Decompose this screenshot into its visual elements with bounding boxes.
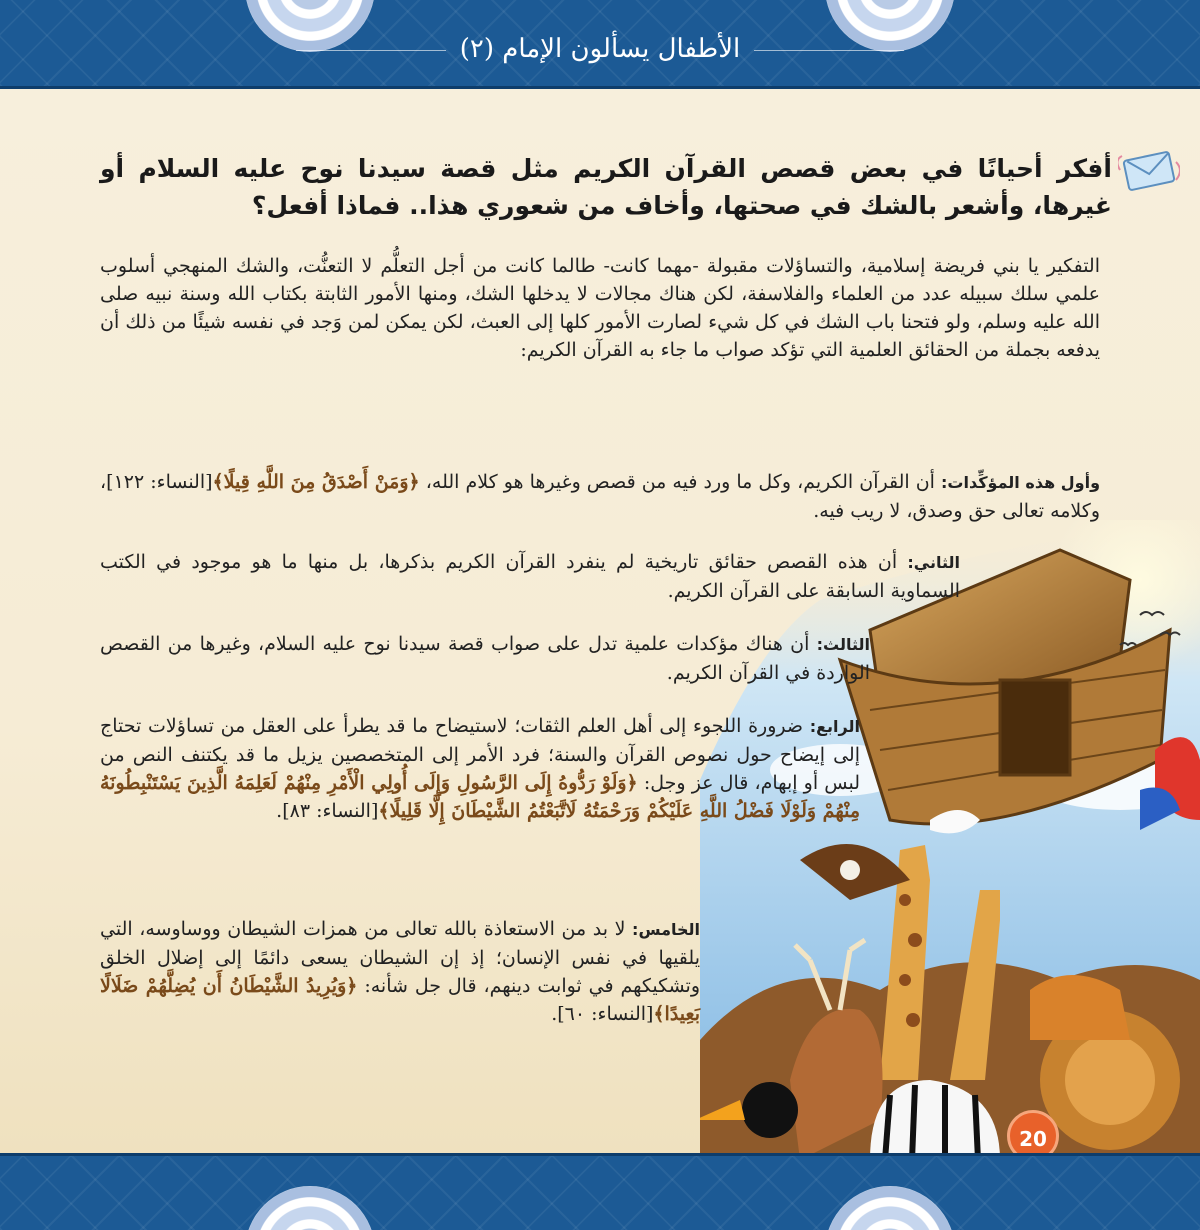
point-fourth: الرابع: ضرورة اللجوء إلى أهل العلم الثقات؛ لاستيضاح ما قد يطرأ على العقل من تساؤلات تحتاج إلى إيضاح حول نصوص القرآن والسنة؛ فرد الأمر إلى المتخصصين يزيل ما قد يكتنف النص من لبس أو إبهام، قال عز وجل: ﴿وَلَوْ رَدُّوهُ إِلَى الرَّسُولِ وَإِلَى أُولِي الْأَمْرِ مِنْهُمْ لَعَلِمَهُ الَّذِينَ يَسْتَنْبِطُونَهُ مِنْهُمْ وَلَوْلَا فَضْلُ اللَّهِ عَلَيْكُمْ وَرَحْمَتُهُ لَاتَّبَعْتُمُ الشَّيْطَانَ إِلَّا قَلِيلًا﴾[النساء: ٨٣].: [100, 715, 861, 822]
rosette-ornament-icon: [245, 1186, 375, 1230]
point-fifth: الخامس: لا بد من الاستعاذة بالله تعالى من همزات الشيطان ووساوسه، التي يلقيها في نفس الإنسان؛ إذ إن الشيطان يسعى دائمًا إلى إضلال الخلق وتشكيكهم في ثوابت دينهم، قال جل شأنه: ﴿وَيُرِيدُ الشَّيْطَانُ أَن يُضِلَّهُمْ ضَلَالًا بَعِيدًا﴾[النساء: ٦٠].: [100, 918, 701, 1025]
book-title: [0, 34, 1200, 64]
answer-intro: التفكير يا بني فريضة إسلامية، والتساؤلات مقبولة -مهما كانت- طالما كانت من أجل التعلُّم لا التعنُّت، والشك المنهجي أسلوب علمي سلك سبيله عدد من العلماء والفلاسفة، لكن هناك مجالات لا يدخلها الشك، ومنها الأمور الثابتة بكتاب الله وسنة نبيه صلى الله عليه وسلم، ولو فتحنا باب الشك في كل شيء لصارت الأمور كلها إلى العبث، لكن يمكن لمن وَجد في نفسه شيئًا من ذلك أن يدفعه بجملة من الحقائق العلمية التي تؤكد صواب ما جاء به القرآن الكريم:: [100, 255, 1100, 361]
quran-verse: ﴿وَلَوْ رَدُّوهُ إِلَى الرَّسُولِ وَإِلَى أُولِي الْأَمْرِ مِنْهُمْ لَعَلِمَهُ الَّذِينَ يَسْتَنْبِطُونَهُ مِنْهُمْ وَلَوْلَا فَضْلُ اللَّهِ عَلَيْكُمْ وَرَحْمَتُهُ لَاتَّبَعْتُمُ الشَّيْطَانَ إِلَّا قَلِيلًا﴾: [100, 772, 860, 822]
rosette-ornament-icon: [825, 1186, 955, 1230]
point-third-label: الثالث:: [816, 635, 870, 654]
quran-verse: ﴿وَمَنْ أَصْدَقُ مِنَ اللَّهِ قِيلًا﴾: [212, 471, 420, 493]
envelope-icon: [1118, 150, 1180, 192]
quran-verse: ﴿وَيُرِيدُ الشَّيْطَانُ أَن يُضِلَّهُمْ ضَلَالًا بَعِيدًا﴾: [100, 975, 700, 1025]
question-heading: أفكر أحيانًا في بعض قصص القرآن الكريم مثل قصة سيدنا نوح عليه السلام أو غيرها، وأشعر بالشك في صحتها، وأخاف من شعوري هذا.. فماذا أفعل؟: [100, 154, 1112, 220]
header-band: [0, 0, 1200, 89]
noah-ark-illustration: [700, 520, 1200, 1160]
page-number: 20: [1007, 1110, 1059, 1162]
point-first: وأول هذه المؤكِّدات: أن القرآن الكريم، وكل ما ورد فيه من قصص وغيرها هو كلام الله، ﴿وَمَنْ أَصْدَقُ مِنَ اللَّهِ قِيلًا﴾[النساء: ١٢٢]، وكلامه تعالى حق وصدق، لا ريب فيه.: [100, 471, 1101, 522]
point-first-label: وأول هذه المؤكِّدات:: [941, 473, 1101, 492]
footer-band: [0, 1153, 1200, 1230]
point-second-label: الثاني:: [907, 553, 960, 572]
point-second: الثاني: أن هذه القصص حقائق تاريخية لم ينفرد القرآن الكريم بذكرها، بل منها ما هو موجود في الكتب السماوية السابقة على القرآن الكريم.: [100, 551, 960, 602]
book-title-text: الأطفال يسألون الإمام (٢): [459, 34, 741, 64]
point-fifth-label: الخامس:: [632, 920, 700, 939]
point-fourth-label: الرابع:: [809, 717, 860, 736]
point-third: الثالث: أن هناك مؤكدات علمية تدل على صواب قصة سيدنا نوح عليه السلام، وغيرها من القصص الواردة في القرآن الكريم.: [100, 633, 870, 684]
